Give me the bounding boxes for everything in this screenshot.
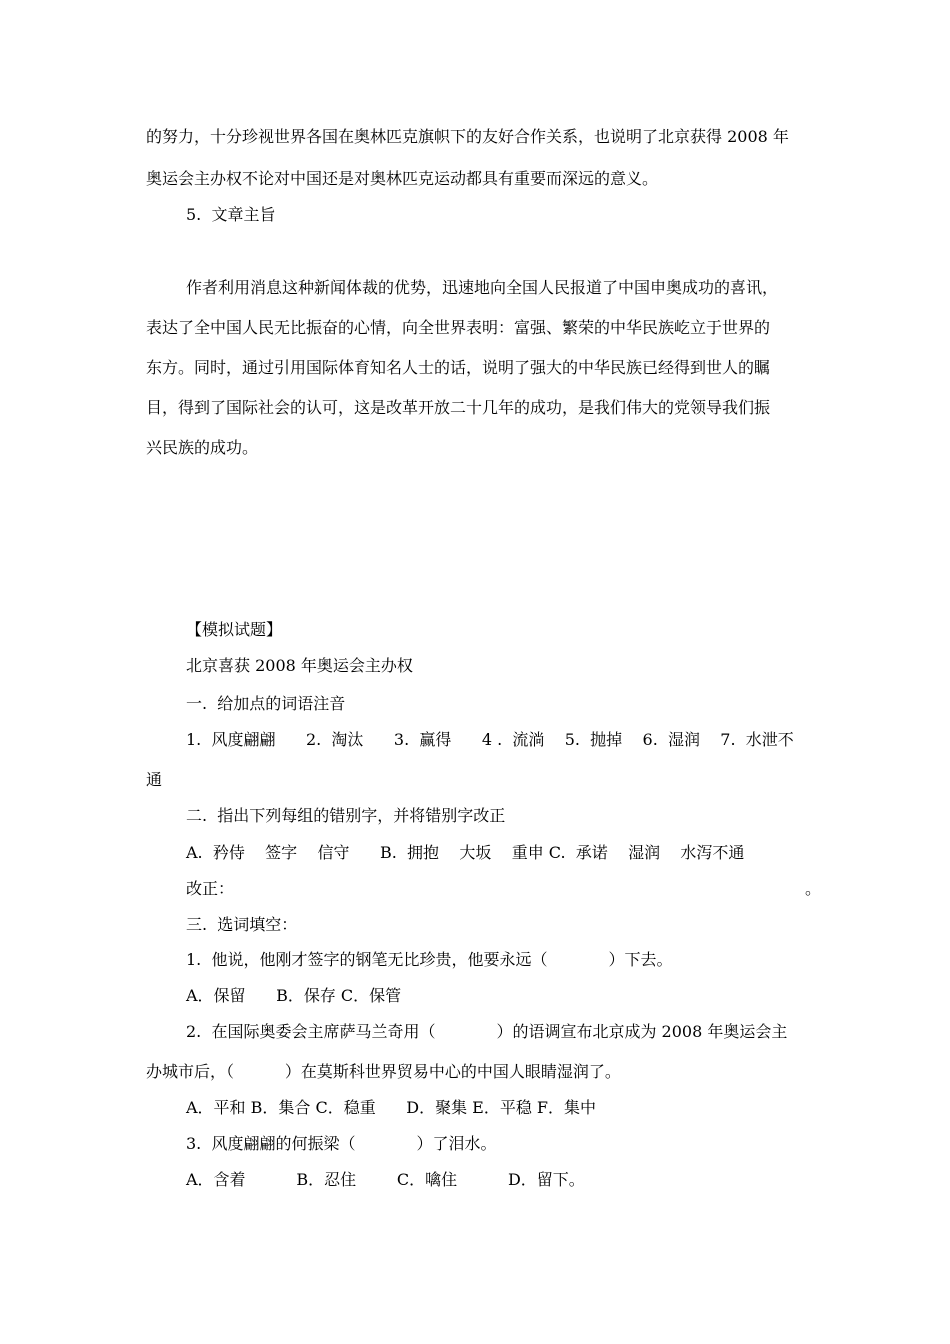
q3-sentence-2-line-2: 办城市后，（ ）在莫斯科世界贸易中心的中国人眼睛湿润了。 [146,1062,621,1081]
intro-line-2: 奥运会主办权不论对中国还是对奥林匹克运动都具有重要而深远的意义。 [146,169,659,188]
summary-line-1: 作者利用消息这种新闻体裁的优势，迅速地向全国人民报道了中国申奥成功的喜讯， [186,278,779,297]
q2-correction-label: 改正： [186,879,235,898]
summary-line-5: 兴民族的成功。 [146,438,259,457]
q3-sentence-3: 3. 风度翩翩的何振梁（ ）了泪水。 [186,1134,497,1153]
q3-sentence-1: 1. 他说，他刚才签字的钢笔无比珍贵，他要永远（ ）下去。 [186,950,673,969]
q2-heading: 二. 指出下列每组的错别字，并将错别字改正 [186,806,506,825]
intro-line-1: 的努力，十分珍视世界各国在奥林匹克旗帜下的友好合作关系，也说明了北京获得 2008 年 [146,127,789,146]
q1-items-wrap: 通 [146,770,163,789]
q1-heading: 一. 给加点的词语注音 [186,694,346,713]
q1-items: 1. 风度翩翩 2. 淘汰 3. 赢得 4 . 流淌 5. 抛掉 6. 湿润 7. 水泄不 [186,730,794,749]
exercise-title: 【模拟试题】 [186,620,283,639]
section-5-heading: 5. 文章主旨 [186,205,276,224]
q3-sentence-3-options: A．含着 B．忍住 C．噙住 D．留下。 [186,1170,585,1189]
q3-sentence-2-options: A．平和 B．集合 C．稳重 D．聚集 E．平稳 F．集中 [186,1098,597,1117]
summary-line-2: 表达了全中国人民无比振奋的心情，向全世界表明：富强、繁荣的中华民族屹立于世界的 [146,318,771,337]
q3-sentence-2-line-1: 2. 在国际奥委会主席萨马兰奇用（ ）的语调宣布北京成为 2008 年奥运会主 [186,1022,788,1041]
q3-heading: 三. 选词填空： [186,915,298,934]
exercise-subtitle: 北京喜获 2008 年奥运会主办权 [186,656,413,675]
summary-line-3: 东方。同时，通过引用国际体育知名人士的话，说明了强大的中华民族已经得到世人的瞩 [146,358,771,377]
summary-line-4: 目，得到了国际社会的认可，这是改革开放二十几年的成功，是我们伟大的党领导我们振 [146,398,771,417]
q3-sentence-1-options: A．保留 B．保存 C．保管 [186,986,402,1005]
q2-options: A. 矜侍 签字 信守 B. 拥抱 大坂 重申 C. 承诺 湿润 水泻不通 [186,843,745,862]
q2-correction-end: 。 [805,879,822,898]
